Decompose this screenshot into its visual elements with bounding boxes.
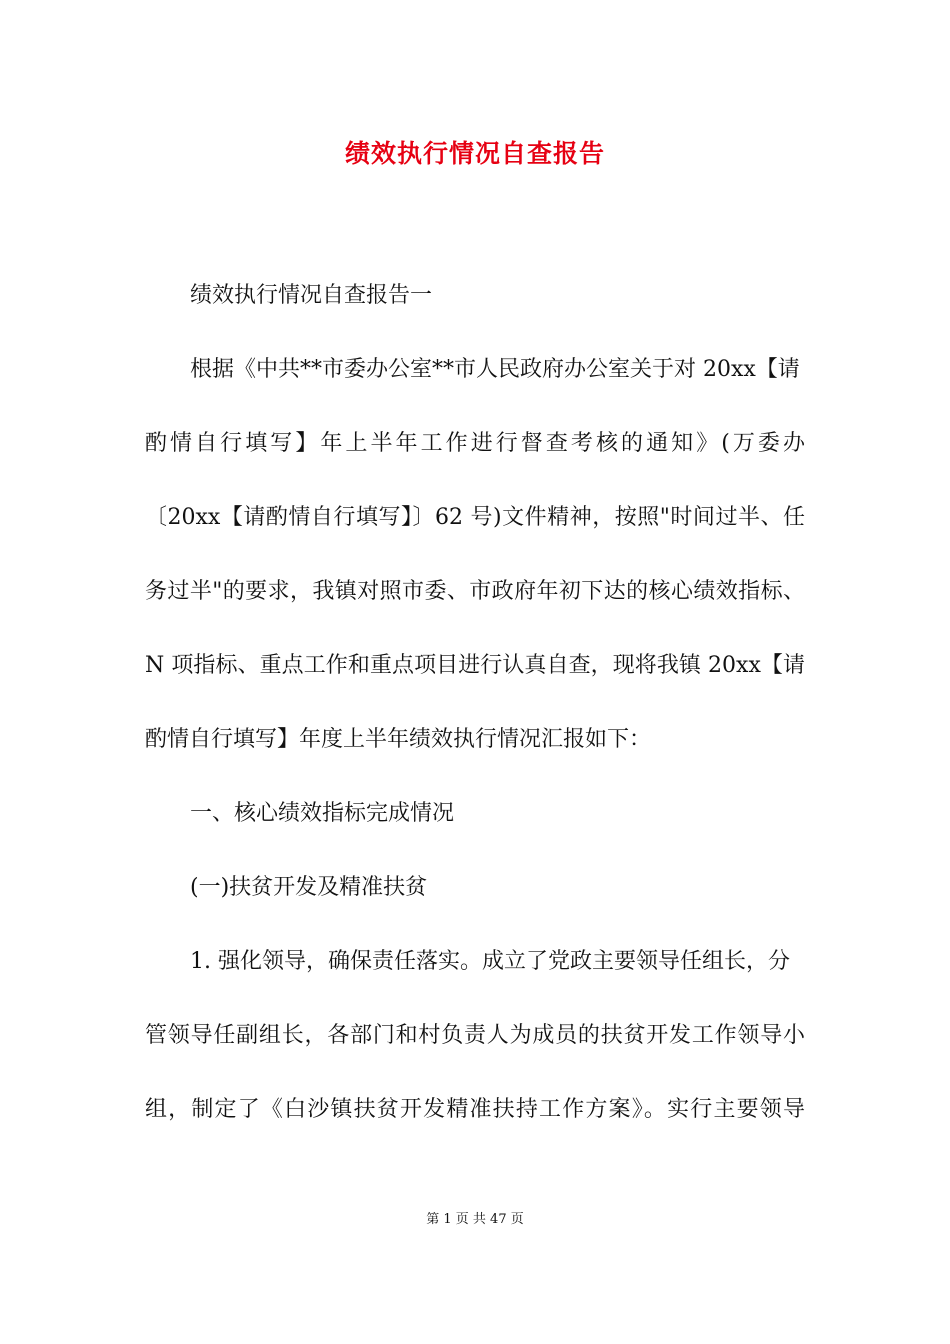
paragraph-line: N 项指标、重点工作和重点项目进行认真自查，现将我镇 20xx【请 xyxy=(145,653,806,678)
paragraph-line: 酌情自行填写】年上半年工作进行督查考核的通知》(万委办 xyxy=(145,431,805,456)
paragraph-line: 组，制定了《白沙镇扶贫开发精准扶持工作方案》。实行主要领导 xyxy=(145,1097,805,1122)
paragraph-line: 〔20xx【请酌情自行填写】〕62 号)文件精神，按照"时间过半、任 xyxy=(145,505,805,530)
page-number-footer: 第 1 页 共 47 页 xyxy=(426,1212,524,1227)
paragraph-line: 酌情自行填写】年度上半年绩效执行情况汇报如下： xyxy=(145,727,652,752)
paragraph-line: 1. 强化领导，确保责任落实。成立了党政主要领导任组长，分 xyxy=(190,949,790,974)
paragraph-line: 务过半"的要求，我镇对照市委、市政府年初下达的核心绩效指标、 xyxy=(145,579,805,604)
paragraph-line: 根据《中共**市委办公室**市人民政府办公室关于对 20xx【请 xyxy=(190,357,800,382)
paragraph-line: 管领导任副组长，各部门和村负责人为成员的扶贫开发工作领导小 xyxy=(145,1023,805,1048)
document-title: 绩效执行情况自查报告 xyxy=(344,139,605,168)
subsection-heading: (一)扶贫开发及精准扶贫 xyxy=(190,875,428,900)
section-heading: 一、核心绩效指标完成情况 xyxy=(190,801,455,826)
section-subtitle: 绩效执行情况自查报告一 xyxy=(190,283,433,308)
